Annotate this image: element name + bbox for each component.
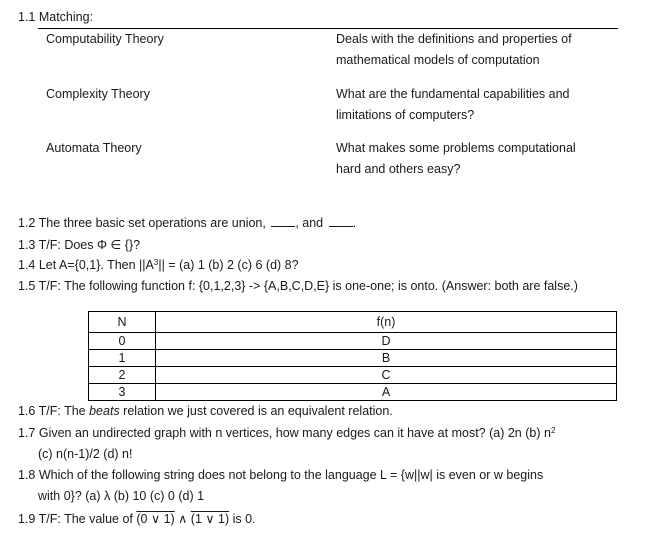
table-cell-n: 1 xyxy=(89,350,156,367)
match-right-3 xyxy=(336,138,576,180)
table-row xyxy=(89,384,617,401)
table-cell-n: 3 xyxy=(89,384,156,401)
table-row xyxy=(89,350,617,367)
q16-text-b: relation we just covered is an equivalent relation. xyxy=(119,404,393,418)
table-header-row xyxy=(89,312,617,333)
q14-text-a: 1.4 Let A={0,1}. Then ||A xyxy=(18,258,154,272)
question-1-7-line2: (c) n(n-1)/2 (d) n! xyxy=(38,447,133,461)
function-table xyxy=(88,311,617,401)
q12-text-b: , and xyxy=(295,216,327,230)
table-cell-fn: A xyxy=(156,384,617,401)
match-right-1-line1: Deals with the definitions and properties of xyxy=(336,32,572,46)
question-1-8: 1.8 Which of the following string does not belong to the language L = {w||w| is even or w begins xyxy=(18,468,544,482)
table-cell-fn: B xyxy=(156,350,617,367)
question-1-7 xyxy=(18,426,555,440)
answer-blank xyxy=(271,225,295,227)
q14-text-b: || = (a) 1 (b) 2 (c) 6 (d) 8? xyxy=(158,258,299,272)
question-1-8-line2: with 0}? (a) λ (b) 10 (c) 0 (d) 1 xyxy=(38,489,205,503)
q17-text-a: 1.7 Given an undirected graph with n vertices, how many edges can it have at most? (a) 2n (b) n xyxy=(18,426,551,440)
table-cell-n: 0 xyxy=(89,333,156,350)
table-cell-fn: D xyxy=(156,333,617,350)
q19-operator: ∧ xyxy=(174,512,191,526)
q12-text-c: . xyxy=(352,216,357,230)
question-1-3: 1.3 T/F: Does Φ ∈ {}? xyxy=(18,238,141,252)
table-header-n: N xyxy=(89,312,156,333)
table-cell-fn: C xyxy=(156,367,617,384)
question-1-9 xyxy=(18,511,256,526)
table-row xyxy=(89,367,617,384)
question-1-5: 1.5 T/F: The following function f: {0,1,2,3} -> {A,B,C,D,E} is one-one; is onto. (Answer: both are false.) xyxy=(18,279,578,293)
table-cell-n: 2 xyxy=(89,367,156,384)
match-right-2 xyxy=(336,84,569,126)
q19-text-b: is 0. xyxy=(229,512,256,526)
table-row xyxy=(89,333,617,350)
match-right-3-line1: What makes some problems computational xyxy=(336,141,576,155)
section-title: 1.1 Matching: xyxy=(18,10,94,24)
question-1-2 xyxy=(18,216,356,230)
question-1-4 xyxy=(18,258,299,272)
match-right-2-line2: limitations of computers? xyxy=(336,108,475,122)
answer-blank xyxy=(329,225,353,227)
q19-negated-expr-1: (0 ∨ 1) xyxy=(136,512,175,526)
q16-emphasis: beats xyxy=(89,404,120,418)
match-right-1 xyxy=(336,29,572,71)
match-right-1-line2: mathematical models of computation xyxy=(336,53,540,67)
q16-text-a: 1.6 T/F: The xyxy=(18,404,90,418)
q17-superscript: 2 xyxy=(550,426,556,435)
match-left-2: Complexity Theory xyxy=(46,87,150,101)
q14-superscript: 3 xyxy=(153,258,159,267)
match-right-3-line2: hard and others easy? xyxy=(336,162,461,176)
match-left-3: Automata Theory xyxy=(46,141,142,155)
q19-negated-expr-2: (1 ∨ 1) xyxy=(190,512,230,526)
match-right-2-line1: What are the fundamental capabilities and xyxy=(336,87,570,101)
q12-text-a: 1.2 The three basic set operations are union, xyxy=(18,216,270,230)
question-1-6 xyxy=(18,404,393,418)
q19-text-a: 1.9 T/F: The value of xyxy=(18,512,137,526)
table-header-fn: f(n) xyxy=(156,312,617,333)
match-left-1: Computability Theory xyxy=(46,32,164,46)
